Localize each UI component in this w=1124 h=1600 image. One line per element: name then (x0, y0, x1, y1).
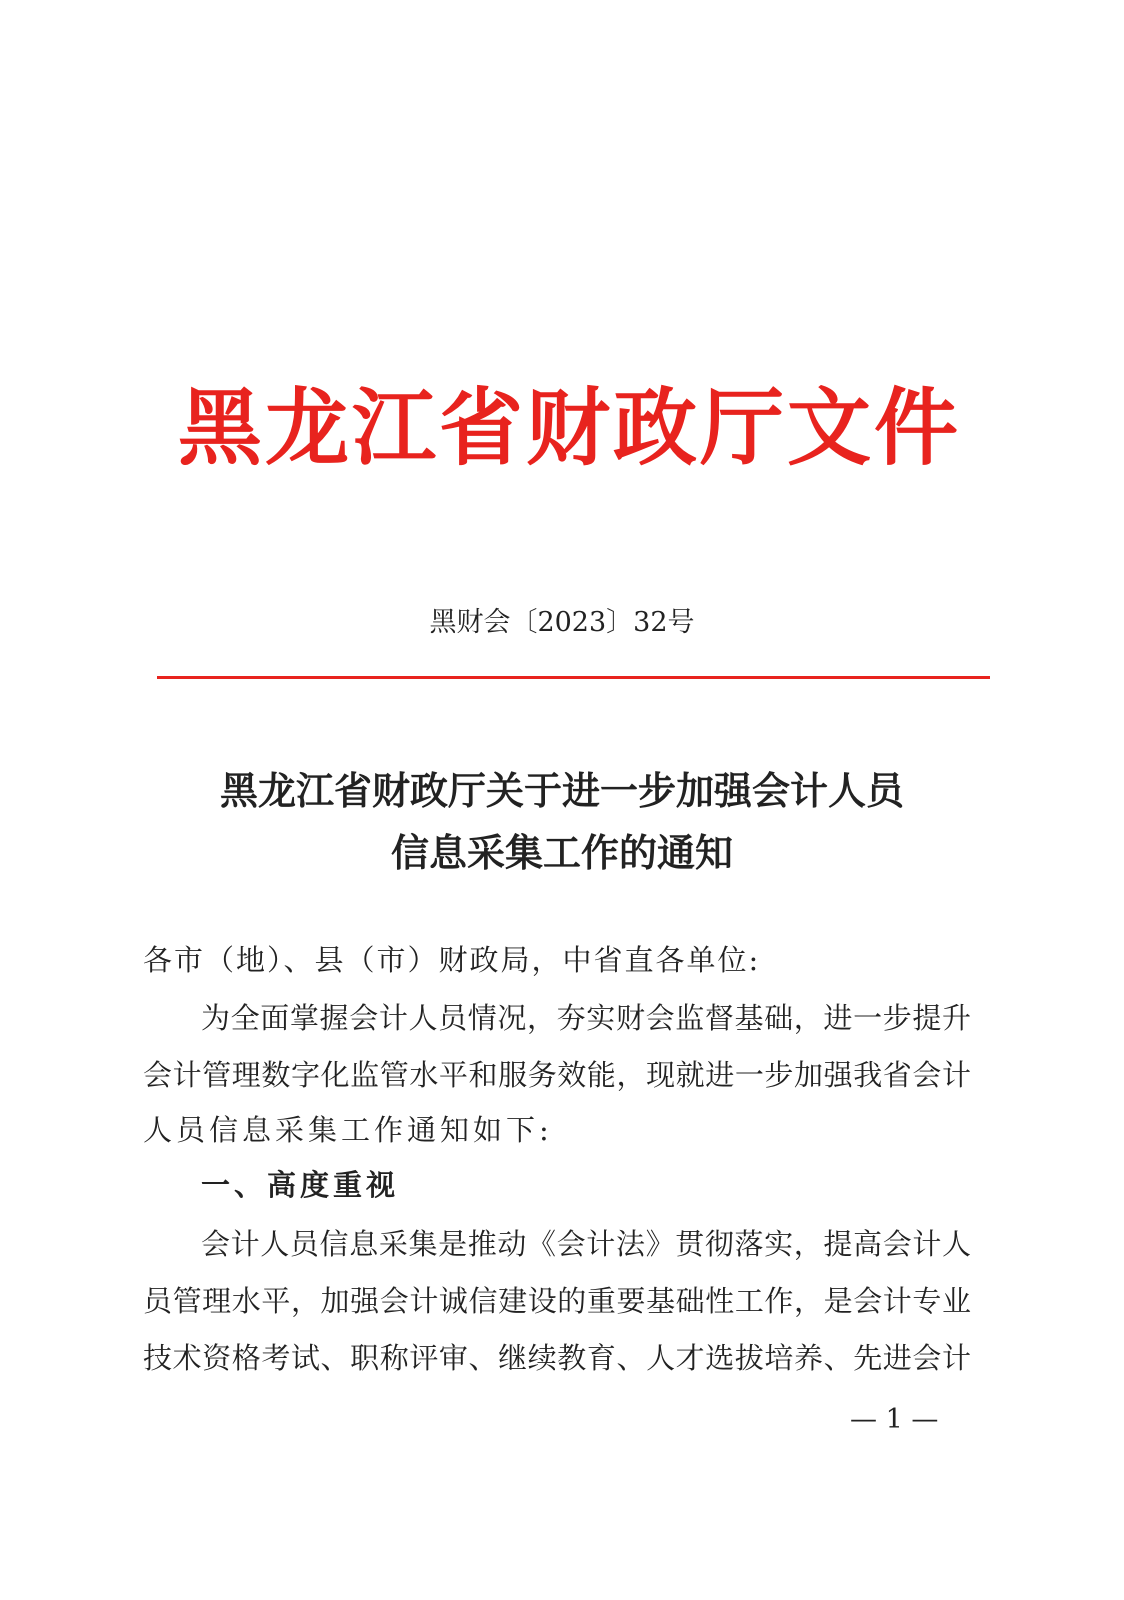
paragraph-line: 会计人员信息采集是推动《会计法》贯彻落实，提高会计人 (201, 1227, 971, 1261)
salutation: 各市（地）、县（市）财政局，中省直各单位: (143, 943, 761, 977)
paragraph-line: 人员信息采集工作通知如下: (143, 1113, 553, 1147)
paragraph-line: 员管理水平，加强会计诚信建设的重要基础性工作，是会计专业 (143, 1284, 971, 1318)
paragraph-line: 为全面掌握会计人员情况，夯实财会监督基础，进一步提升 (201, 1001, 971, 1035)
page-number: — 1 — (850, 1404, 939, 1435)
paragraph-line: 技术资格考试、职称评审、继续教育、人才选拔培养、先进会计 (143, 1341, 971, 1375)
document-number: 黑财会〔2023〕32号 (429, 607, 695, 638)
red-divider (157, 676, 990, 679)
section-heading: 一、高度重视 (201, 1168, 400, 1202)
document-title-line-1: 黑龙江省财政厅关于进一步加强会计人员 (219, 769, 904, 813)
paragraph-line: 会计管理数字化监管水平和服务效能，现就进一步加强我省会计 (143, 1058, 971, 1092)
document-title-line-2: 信息采集工作的通知 (390, 831, 733, 875)
document-header: 黑龙江省财政厅文件 (178, 379, 958, 477)
